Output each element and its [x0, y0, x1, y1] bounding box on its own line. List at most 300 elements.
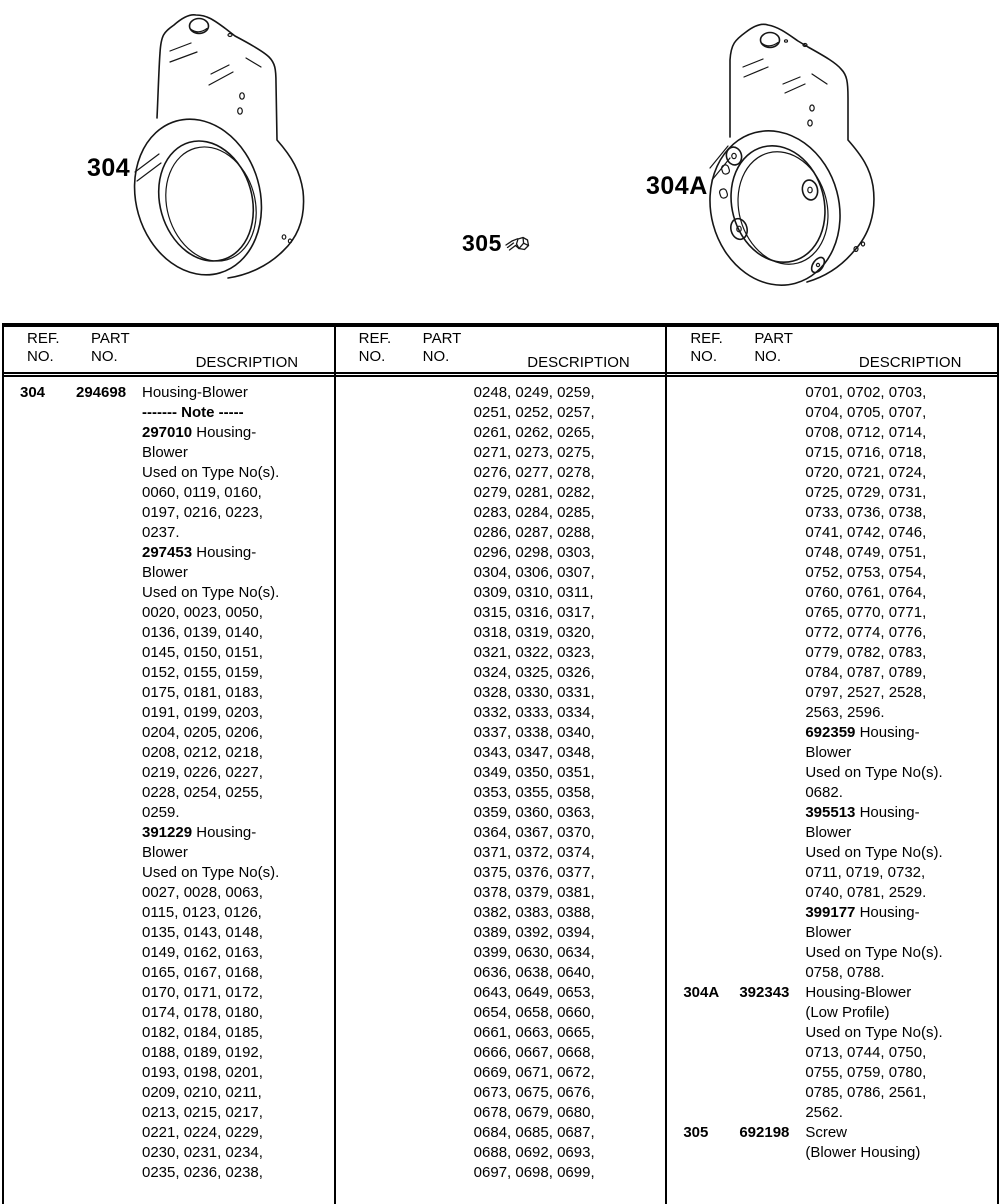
part-no-cell [408, 863, 474, 883]
ref-no-cell [683, 623, 739, 643]
part-no-cell [76, 703, 142, 723]
part-no-cell [739, 883, 805, 903]
table-row [20, 843, 330, 863]
ref-no-cell [20, 1163, 76, 1183]
description-cell: 0283, 0284, 0285, [473, 504, 595, 521]
table-row [683, 403, 993, 423]
table-row [20, 803, 330, 823]
ref-no-cell [352, 1023, 408, 1043]
part-no-cell [408, 583, 474, 603]
ref-no-cell [352, 623, 408, 643]
table-row [20, 443, 330, 463]
table-row [683, 463, 993, 483]
table-row [352, 963, 662, 983]
part-no-cell [76, 403, 142, 423]
ref-no-cell [20, 463, 76, 483]
part-no-cell [408, 443, 474, 463]
ref-no-cell [683, 423, 739, 443]
part-no-cell [408, 683, 474, 703]
table-row [352, 583, 662, 603]
parts-table-column-2 [336, 327, 668, 1204]
table-row [683, 763, 993, 783]
description-cell: 0636, 0638, 0640, [473, 964, 595, 981]
table-row [683, 443, 993, 463]
ref-no-cell [20, 943, 76, 963]
ref-no-cell: 304 [20, 384, 46, 401]
description-cell: 0145, 0150, 0151, [142, 644, 263, 661]
part-no-cell [408, 903, 474, 923]
table-row [683, 1123, 993, 1143]
part-no-cell [739, 603, 805, 623]
ref-no-cell [683, 1103, 739, 1123]
ref-no-header: REF. NO. [690, 330, 723, 365]
description-cell: 0286, 0287, 0288, [473, 524, 595, 541]
ref-no-cell [352, 903, 408, 923]
part-no-cell [739, 843, 805, 863]
ref-no-cell [683, 523, 739, 543]
table-row [683, 603, 993, 623]
table-row [352, 943, 662, 963]
ref-no-cell [20, 983, 76, 1003]
table-row [683, 543, 993, 563]
ref-no-cell [683, 943, 739, 963]
ref-no-cell [683, 503, 739, 523]
description-cell: 0309, 0310, 0311, [473, 584, 594, 601]
table-row [20, 683, 330, 703]
ref-no-cell [352, 923, 408, 943]
table-row [352, 1023, 662, 1043]
table-row [683, 383, 993, 403]
part-no-cell [408, 543, 474, 563]
description-cell: 0136, 0139, 0140, [142, 624, 263, 641]
table-row [683, 683, 993, 703]
part-no-cell [76, 823, 142, 843]
ref-no-cell [683, 483, 739, 503]
table-row [352, 883, 662, 903]
ref-no-cell [683, 663, 739, 683]
description-cell: 0170, 0171, 0172, [142, 984, 263, 1001]
part-no-cell [739, 803, 805, 823]
part-no-cell [408, 723, 474, 743]
description-cell: 0221, 0224, 0229, [142, 1124, 263, 1141]
part-no-cell [76, 1143, 142, 1163]
table-row [20, 603, 330, 623]
ref-no-cell [20, 483, 76, 503]
table-row [20, 1083, 330, 1103]
ref-no-cell [352, 1003, 408, 1023]
part-no-cell: 392343 [739, 984, 790, 1001]
part-no-cell [408, 843, 474, 863]
ref-no-cell [352, 543, 408, 563]
description-cell: 0784, 0787, 0789, [805, 664, 927, 681]
description-cell: Blower [142, 844, 188, 861]
ref-no-cell [20, 923, 76, 943]
ref-no-cell [352, 1063, 408, 1083]
description-cell: 0682. [805, 784, 843, 801]
description-cell: 0165, 0167, 0168, [142, 964, 263, 981]
description-cell: 391229 Housing- [142, 824, 257, 841]
part-no-cell [76, 543, 142, 563]
ref-no-cell [683, 903, 739, 923]
table-row [20, 663, 330, 683]
table-row [20, 703, 330, 723]
ref-no-cell [683, 1083, 739, 1103]
part-no-cell [76, 743, 142, 763]
ref-no-cell [20, 763, 76, 783]
part-no-cell [408, 603, 474, 623]
description-cell: 0324, 0325, 0326, [473, 664, 595, 681]
table-row [683, 643, 993, 663]
part-no-cell [408, 483, 474, 503]
parts-table-column-1 [4, 327, 336, 1204]
description-cell: 0733, 0736, 0738, [805, 504, 927, 521]
ref-no-cell [352, 503, 408, 523]
description-cell: 0296, 0298, 0303, [473, 544, 595, 561]
table-row [20, 523, 330, 543]
table-row [352, 1123, 662, 1143]
ref-no-cell [352, 603, 408, 623]
table-row [352, 783, 662, 803]
ref-no-cell [683, 683, 739, 703]
part-no-cell [76, 563, 142, 583]
table-row [352, 443, 662, 463]
description-cell: 0318, 0319, 0320, [473, 624, 595, 641]
part-no-cell [739, 743, 805, 763]
table-row [683, 1003, 993, 1023]
description-cell: 692359 Housing- [805, 724, 920, 741]
ref-no-cell [683, 723, 739, 743]
table-row [352, 683, 662, 703]
part-no-cell [408, 1063, 474, 1083]
ref-no-cell [352, 443, 408, 463]
description-cell: 0389, 0392, 0394, [473, 924, 595, 941]
description-cell: 0359, 0360, 0363, [473, 804, 595, 821]
description-cell: 0661, 0663, 0665, [473, 1024, 595, 1041]
part-no-cell [76, 663, 142, 683]
ref-no-cell [20, 423, 76, 443]
description-cell: ------- Note ----- [142, 404, 244, 421]
part-no-cell [739, 663, 805, 683]
table-row [20, 1103, 330, 1123]
part-no-cell [408, 423, 474, 443]
description-cell: 0353, 0355, 0358, [473, 784, 595, 801]
part-no-cell [408, 743, 474, 763]
part-no-cell [739, 1083, 805, 1103]
description-header: DESCRIPTION [858, 353, 962, 371]
part-no-cell [76, 603, 142, 623]
ref-no-cell [352, 703, 408, 723]
part-no-cell [76, 843, 142, 863]
ref-no-cell [352, 943, 408, 963]
ref-no-cell [683, 863, 739, 883]
table-row [352, 723, 662, 743]
ref-no-cell [352, 743, 408, 763]
part-no-cell [76, 1163, 142, 1183]
part-no-cell [739, 1003, 805, 1023]
description-cell: 0197, 0216, 0223, [142, 504, 263, 521]
table-row [683, 1063, 993, 1083]
description-cell: 0697, 0698, 0699, [473, 1164, 595, 1181]
ref-no-cell [20, 1143, 76, 1163]
description-cell: 0279, 0281, 0282, [473, 484, 595, 501]
description-cell: Used on Type No(s). [805, 944, 943, 961]
description-cell: 297010 Housing- [142, 424, 257, 441]
part-no-cell [76, 943, 142, 963]
ref-no-cell: 305 [683, 1124, 709, 1141]
table-row [20, 783, 330, 803]
part-no-cell [76, 523, 142, 543]
description-cell: 0349, 0350, 0351, [473, 764, 595, 781]
part-no-cell [739, 463, 805, 483]
description-cell: Used on Type No(s). [805, 1024, 943, 1041]
description-cell: Blower [142, 564, 188, 581]
part-no-cell [739, 943, 805, 963]
ref-no-cell [683, 1043, 739, 1063]
part-no-cell [739, 423, 805, 443]
table-header [667, 327, 997, 377]
description-cell: 0725, 0729, 0731, [805, 484, 927, 501]
ref-no-cell [20, 883, 76, 903]
part-no-cell [408, 1123, 474, 1143]
ref-no-cell [352, 723, 408, 743]
part-no-cell [76, 1023, 142, 1043]
table-row [20, 823, 330, 843]
table-row [20, 763, 330, 783]
description-cell: 0713, 0744, 0750, [805, 1044, 927, 1061]
table-row [352, 1003, 662, 1023]
table-row [352, 863, 662, 883]
table-row [20, 923, 330, 943]
ref-no-cell [683, 743, 739, 763]
table-row [683, 423, 993, 443]
fig-label-305: 305 [462, 230, 502, 256]
part-no-cell [739, 763, 805, 783]
table-row [683, 1103, 993, 1123]
description-cell: 0149, 0162, 0163, [142, 944, 263, 961]
part-no-cell [739, 723, 805, 743]
description-cell: (Low Profile) [805, 1004, 890, 1021]
part-no-cell [408, 963, 474, 983]
ref-no-cell [352, 983, 408, 1003]
description-cell: 0328, 0330, 0331, [473, 684, 595, 701]
description-header: DESCRIPTION [195, 353, 299, 371]
part-no-cell [76, 443, 142, 463]
description-cell: 0708, 0712, 0714, [805, 424, 927, 441]
part-no-cell [76, 1043, 142, 1063]
table-row [20, 1003, 330, 1023]
ref-no-cell [20, 623, 76, 643]
table-row [352, 1083, 662, 1103]
ref-no-cell [20, 723, 76, 743]
table-row [352, 823, 662, 843]
ref-no-cell: 304A [683, 984, 720, 1001]
table-row [20, 423, 330, 443]
part-no-cell [408, 803, 474, 823]
table-row [352, 603, 662, 623]
part-no-cell [76, 623, 142, 643]
ref-no-cell [683, 1063, 739, 1083]
description-cell: 0720, 0721, 0724, [805, 464, 927, 481]
ref-no-cell [20, 663, 76, 683]
table-row [20, 503, 330, 523]
table-row [683, 883, 993, 903]
ref-no-cell [352, 483, 408, 503]
ref-no-cell [352, 383, 408, 403]
ref-no-cell [20, 583, 76, 603]
part-no-cell [76, 803, 142, 823]
ref-no-cell [683, 823, 739, 843]
part-no-cell [739, 683, 805, 703]
ref-no-cell [20, 1023, 76, 1043]
ref-no-cell [683, 703, 739, 723]
part-no-cell [739, 503, 805, 523]
description-cell: 0785, 0786, 2561, [805, 1084, 927, 1101]
table-row [20, 1063, 330, 1083]
description-cell: 0182, 0184, 0185, [142, 1024, 263, 1041]
part-no-cell [739, 963, 805, 983]
part-no-cell [76, 583, 142, 603]
table-row [352, 843, 662, 863]
ref-no-cell [683, 1003, 739, 1023]
description-cell: Used on Type No(s). [142, 464, 280, 481]
table-row [683, 823, 993, 843]
ref-no-cell [20, 1123, 76, 1143]
part-no-cell [408, 1003, 474, 1023]
table-row [352, 983, 662, 1003]
description-cell: 0343, 0347, 0348, [473, 744, 595, 761]
ref-no-cell [20, 963, 76, 983]
description-cell: 0027, 0028, 0063, [142, 884, 263, 901]
ref-no-cell [683, 383, 739, 403]
part-no-cell [739, 583, 805, 603]
description-cell: 0219, 0226, 0227, [142, 764, 263, 781]
table-row [352, 703, 662, 723]
part-no-cell [739, 863, 805, 883]
table-row [352, 463, 662, 483]
part-no-cell: 692198 [739, 1124, 790, 1141]
part-no-cell [408, 463, 474, 483]
part-no-header: PART NO. [91, 330, 130, 365]
table-row [683, 803, 993, 823]
blower-housing-304A-drawing [700, 18, 885, 290]
description-cell: 0175, 0181, 0183, [142, 684, 263, 701]
parts-table-column-3 [667, 327, 997, 1204]
part-no-cell [408, 383, 474, 403]
table-row [683, 983, 993, 1003]
table-row [352, 503, 662, 523]
ref-no-cell [683, 543, 739, 563]
description-header: DESCRIPTION [527, 353, 630, 371]
part-no-cell [76, 983, 142, 1003]
description-cell: 0115, 0123, 0126, [142, 904, 262, 921]
description-cell: 0191, 0199, 0203, [142, 704, 263, 721]
part-no-cell [408, 643, 474, 663]
table-row [20, 1163, 330, 1183]
description-cell: 0315, 0316, 0317, [473, 604, 595, 621]
table-row [352, 1143, 662, 1163]
table-row [20, 943, 330, 963]
description-cell: 0382, 0383, 0388, [473, 904, 595, 921]
description-cell: 0248, 0249, 0259, [473, 384, 595, 401]
ref-no-cell [683, 763, 739, 783]
table-row [683, 1143, 993, 1163]
description-cell: 0760, 0761, 0764, [805, 584, 927, 601]
ref-no-cell [352, 663, 408, 683]
ref-no-cell [352, 803, 408, 823]
part-no-cell [76, 683, 142, 703]
part-no-cell [76, 963, 142, 983]
part-no-cell [739, 403, 805, 423]
part-no-cell [739, 443, 805, 463]
parts-diagram-area [0, 0, 1000, 323]
table-row [683, 583, 993, 603]
part-no-cell [408, 503, 474, 523]
description-cell: 0654, 0658, 0660, [473, 1004, 595, 1021]
ref-no-cell [20, 503, 76, 523]
table-row [352, 523, 662, 543]
part-no-cell [408, 1043, 474, 1063]
ref-no-cell [20, 643, 76, 663]
ref-no-cell [683, 563, 739, 583]
ref-no-cell [352, 1123, 408, 1143]
part-no-cell [76, 723, 142, 743]
table-row [20, 463, 330, 483]
part-no-cell [739, 643, 805, 663]
part-no-cell [739, 1063, 805, 1083]
part-no-cell [739, 1043, 805, 1063]
description-cell: 0213, 0215, 0217, [142, 1104, 263, 1121]
table-row [352, 423, 662, 443]
table-header [336, 327, 666, 377]
description-cell: 0237. [142, 524, 180, 541]
ref-no-cell [683, 583, 739, 603]
description-cell: 0765, 0770, 0771, [805, 604, 927, 621]
part-no-cell [408, 943, 474, 963]
part-no-cell [76, 643, 142, 663]
table-row [352, 663, 662, 683]
description-cell: 0228, 0254, 0255, [142, 784, 263, 801]
part-no-cell [408, 523, 474, 543]
part-no-header: PART NO. [422, 330, 462, 365]
part-no-cell [76, 903, 142, 923]
description-cell: 0371, 0372, 0374, [473, 844, 595, 861]
description-cell: 0230, 0231, 0234, [142, 1144, 263, 1161]
ref-no-cell [20, 683, 76, 703]
part-no-cell [76, 1003, 142, 1023]
table-row [20, 1143, 330, 1163]
description-cell: Screw [805, 1124, 848, 1141]
description-cell: 0772, 0774, 0776, [805, 624, 927, 641]
ref-no-cell [20, 903, 76, 923]
part-no-cell [76, 1083, 142, 1103]
table-row [352, 743, 662, 763]
part-no-cell [739, 1103, 805, 1123]
part-no-cell [408, 983, 474, 1003]
ref-no-cell [20, 563, 76, 583]
part-no-cell [739, 563, 805, 583]
description-cell: 0748, 0749, 0751, [805, 544, 927, 561]
description-cell: 0337, 0338, 0340, [473, 724, 595, 741]
ref-no-cell [20, 1003, 76, 1023]
description-cell: 0375, 0376, 0377, [473, 864, 595, 881]
ref-no-cell [352, 683, 408, 703]
part-no-cell [739, 1143, 805, 1163]
ref-no-cell [20, 843, 76, 863]
parts-table [2, 323, 999, 1204]
blower-housing-304-drawing [130, 5, 390, 295]
description-cell: 0378, 0379, 0381, [473, 884, 595, 901]
table-row [683, 923, 993, 943]
